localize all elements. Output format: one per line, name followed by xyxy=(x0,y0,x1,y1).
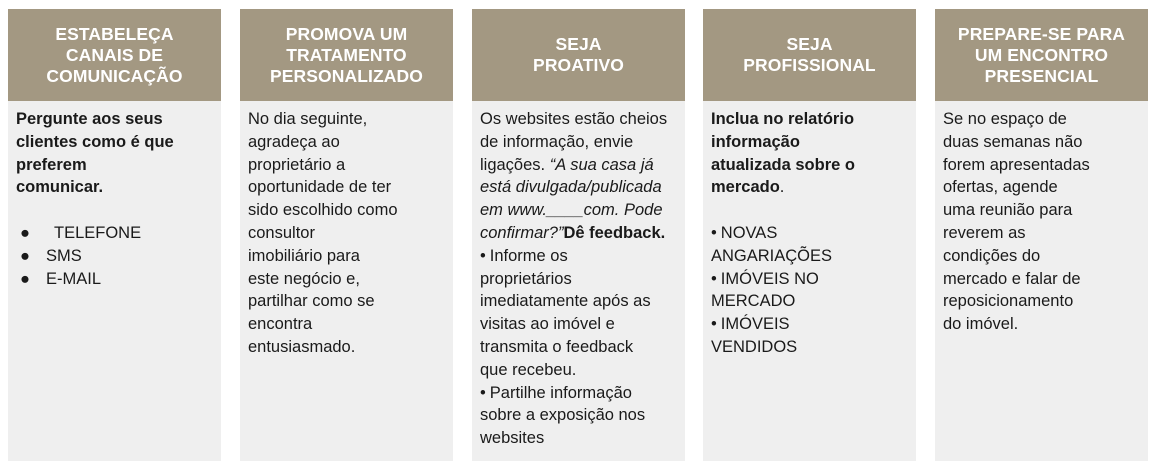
channel-list xyxy=(16,222,221,290)
column-header: ESTABELEÇA CANAIS DE COMUNICAÇÃO xyxy=(8,9,221,101)
column-header: PREPARE-SE PARA UM ENCONTRO PRESENCIAL xyxy=(935,9,1148,101)
column-header: SEJA PROFISSIONAL xyxy=(703,9,916,101)
spacer xyxy=(711,199,916,222)
list-item xyxy=(711,268,916,314)
quote-text: “A sua casa já está divulgada/publicada em www.____com. Pode confirmar?” xyxy=(480,155,663,242)
body-text xyxy=(480,108,685,245)
list-item-label: Informe os proprietários imediatamente após as visitas ao imóvel e transmita o feedback que recebeu. xyxy=(480,246,651,379)
bullet-icon: • xyxy=(711,269,717,288)
feedback-emphasis: Dê feedback. xyxy=(563,223,666,242)
body-text: Se no espaço de duas semanas não forem apresentadas ofertas, agende uma reunião para reverem as condições do mercado e falar de reposicionamento do imóvel. xyxy=(943,110,1090,334)
column-personalized-treatment xyxy=(240,9,453,461)
list-item-label: TELEFONE xyxy=(54,223,142,242)
list-item-label: Partilhe informação sobre a exposição nos websites xyxy=(480,383,646,448)
bullet-icon: ● xyxy=(20,246,30,265)
column-body xyxy=(472,101,685,461)
column-header: SEJA PROATIVO xyxy=(472,9,685,101)
list-item xyxy=(711,313,916,359)
list-item-label: IMÓVEIS VENDIDOS xyxy=(711,315,798,356)
intro-text: Os websites estão cheios de informação, envie ligações. xyxy=(480,110,668,174)
column-proactive xyxy=(472,9,685,461)
list-item-label: SMS xyxy=(46,246,82,265)
column-communication-channels xyxy=(8,9,221,461)
bullet-icon: ● xyxy=(20,223,30,242)
column-professional xyxy=(703,9,916,461)
list-item xyxy=(16,268,221,291)
action-list xyxy=(480,245,685,450)
lead-text xyxy=(711,108,916,199)
spacer xyxy=(16,199,221,222)
bullet-icon: • xyxy=(711,223,717,242)
bullet-icon: • xyxy=(711,315,717,334)
list-item xyxy=(16,222,221,245)
body-text: No dia seguinte, agradeça ao proprietário a oportunidade de ter sido escolhido como consultor imobiliário para este negócio e, partilhar como se encontra entusiasmado. xyxy=(248,110,398,356)
column-header: PROMOVA UM TRATAMENTO PERSONALIZADO xyxy=(240,9,453,101)
list-item xyxy=(16,245,221,268)
list-item xyxy=(480,245,685,382)
market-list xyxy=(711,222,916,359)
bullet-icon: • xyxy=(480,383,486,402)
lead-text: Pergunte aos seus clientes como é que preferem comunicar. xyxy=(16,110,174,197)
list-item xyxy=(711,222,916,268)
column-in-person-meeting xyxy=(935,9,1148,461)
column-body xyxy=(935,101,1148,461)
bullet-icon: ● xyxy=(20,269,30,288)
column-body xyxy=(240,101,453,461)
column-body xyxy=(8,101,221,461)
list-item-label: NOVAS ANGARIAÇÕES xyxy=(711,223,833,265)
list-item xyxy=(480,382,685,450)
list-item-label: IMÓVEIS NO MERCADO xyxy=(711,269,819,311)
lead-bold-text: Inclua no relatório informação atualizada sobre o mercado xyxy=(711,110,855,197)
column-body xyxy=(703,101,916,461)
list-item-label: E-MAIL xyxy=(46,269,102,288)
lead-end: . xyxy=(779,178,785,197)
bullet-icon: • xyxy=(480,246,486,265)
